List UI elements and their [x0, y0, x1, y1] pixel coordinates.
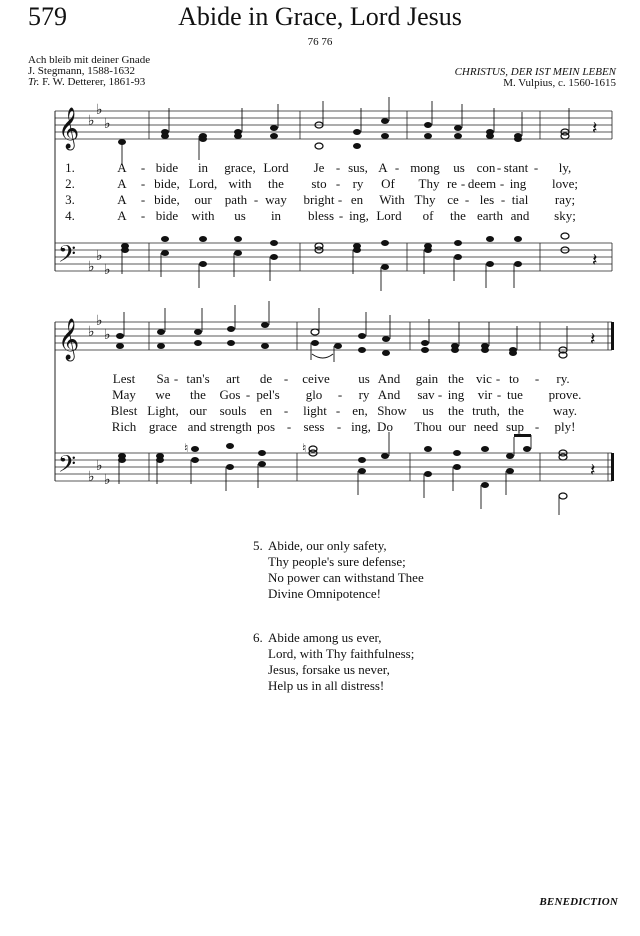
lyric-syllable: -	[437, 387, 443, 402]
lyric-syllable: ce	[447, 192, 459, 207]
lyric-syllable: and	[187, 419, 207, 434]
treble-clef-icon: 𝄞	[58, 108, 80, 149]
lyric-syllable: love;	[552, 176, 578, 191]
lyric-syllable: -	[500, 192, 506, 207]
svg-text:♭: ♭	[96, 102, 103, 118]
lyric-syllable: Thou	[414, 419, 442, 434]
author-credit: J. Stegmann, 1588-1632	[28, 65, 135, 77]
lyric-syllable: and	[510, 208, 530, 223]
lyric-syllable: Thy	[414, 192, 436, 207]
verse-line: Divine Omnipotence!	[268, 586, 381, 601]
lyric-syllable: Show	[377, 403, 407, 418]
key-signature-flats	[88, 102, 111, 488]
lyric-syllable: May	[112, 387, 136, 402]
lyric-syllable: strength	[210, 419, 252, 434]
lyric-syllable: -	[533, 160, 539, 175]
svg-text:♭: ♭	[96, 248, 103, 264]
notes-treble-1	[118, 118, 569, 149]
svg-text:♭: ♭	[88, 324, 95, 340]
lyric-syllable: the	[450, 208, 466, 223]
treble-clef-icon: 𝄞	[58, 319, 80, 360]
lyric-syllable: -	[496, 387, 502, 402]
svg-text:♮: ♮	[302, 441, 307, 455]
svg-text:♭: ♭	[88, 469, 95, 485]
svg-text:𝄽: 𝄽	[592, 250, 598, 271]
lyric-syllable: A	[117, 208, 127, 223]
lyric-syllable: -	[499, 176, 505, 191]
stems-treble-2	[124, 301, 567, 362]
verse-line: Help us in all distress!	[268, 678, 385, 693]
lyric-syllable: -	[338, 208, 344, 223]
lyric-syllable: to	[508, 371, 520, 386]
lyric-syllable: Rich	[111, 419, 137, 434]
staff-bass-2	[55, 453, 612, 481]
verse-6	[253, 630, 414, 694]
lyric-syllable: way	[265, 192, 287, 207]
lyric-syllable: 1.	[65, 160, 75, 175]
lyric-syllable: en	[350, 192, 364, 207]
notes-bass-1	[121, 233, 569, 270]
lyric-syllable: re	[446, 176, 458, 191]
lyric-syllable: with	[191, 208, 215, 223]
lyric-syllable: our	[448, 419, 466, 434]
lyric-syllable: -	[337, 387, 343, 402]
lyric-syllable: And	[377, 387, 401, 402]
lyric-syllable: of	[422, 208, 434, 223]
lyric-syllable: A	[378, 160, 388, 175]
lyric-syllable: Blest	[110, 403, 138, 418]
lyric-syllable: vic	[476, 371, 492, 386]
svg-text:♮: ♮	[184, 441, 189, 455]
stems-treble-1	[122, 97, 569, 165]
lyric-syllable: prove.	[548, 387, 582, 402]
svg-text:♭: ♭	[104, 472, 111, 488]
lyric-syllable: ly,	[558, 160, 572, 175]
staff-treble-1	[55, 111, 612, 139]
lyric-syllable: Lord	[376, 208, 402, 223]
lyric-syllable: -	[534, 371, 540, 386]
lyric-syllable: -	[173, 371, 179, 386]
lyric-syllable: sus,	[348, 160, 368, 175]
lyric-syllable: -	[140, 160, 146, 175]
lyric-syllable: Of	[381, 176, 395, 191]
lyric-syllable: tan's	[186, 371, 210, 386]
lyric-syllable: deem	[467, 176, 497, 191]
lyric-syllable: -	[286, 419, 292, 434]
lyric-syllable: ing,	[351, 419, 371, 434]
lyric-syllable: us	[422, 403, 434, 418]
lyric-syllable: -	[140, 176, 146, 191]
lyric-syllable: earth	[477, 208, 503, 223]
svg-text:𝄽: 𝄽	[592, 118, 598, 139]
lyric-syllable: Light,	[147, 403, 179, 418]
lyric-syllable: in	[197, 160, 209, 175]
lyric-syllable: our	[189, 403, 207, 418]
lyric-syllable: Gos	[219, 387, 241, 402]
lyric-syllable: 4.	[65, 208, 75, 223]
lyric-syllable: Lord	[263, 160, 289, 175]
quarter-rest-icon	[590, 118, 598, 481]
svg-text:♭: ♭	[104, 262, 111, 278]
lyric-syllable: With	[379, 192, 405, 207]
lyric-syllable: mong	[410, 160, 440, 175]
lyric-syllable: bide,	[154, 176, 180, 191]
lyric-syllable: 3.	[65, 192, 75, 207]
translator-name: F. W. Detterer, 1861-93	[42, 76, 146, 88]
lyric-syllable: -	[336, 419, 342, 434]
lyric-syllable: need	[473, 419, 499, 434]
lyric-syllable: ceive	[302, 371, 330, 386]
verse-line: Lord, with Thy faithfulness;	[268, 646, 415, 661]
lyric-syllable: grace	[148, 419, 178, 434]
lyric-syllable: Lord,	[188, 176, 218, 191]
lyric-syllable: sky;	[554, 208, 576, 223]
lyric-syllable: ply!	[554, 419, 576, 434]
hymn-meter: 76 76	[307, 36, 333, 48]
lyric-syllable: A	[117, 192, 127, 207]
lyric-syllable: our	[194, 192, 212, 207]
lyric-syllable: -	[245, 387, 251, 402]
lyric-syllable: -	[335, 403, 341, 418]
lyric-syllable: 2.	[65, 176, 75, 191]
lyric-syllable: A	[117, 176, 127, 191]
lyric-syllable: the	[448, 403, 464, 418]
lyric-syllable: -	[253, 192, 259, 207]
verse-line: Jesus, forsake us never,	[268, 662, 390, 677]
svg-text:♭: ♭	[96, 458, 103, 474]
lyric-syllable: pel's	[256, 387, 280, 402]
lyric-syllable: -	[337, 192, 343, 207]
lyric-syllable: -	[140, 192, 146, 207]
lyric-syllable: -	[283, 371, 289, 386]
svg-text:𝄽: 𝄽	[590, 460, 596, 481]
verse-line: Abide, our only safety,	[268, 538, 387, 553]
lyric-syllable: ray;	[554, 192, 576, 207]
lyric-syllable: -	[534, 419, 540, 434]
lyric-syllable: bright	[303, 192, 335, 207]
lyric-syllable: A	[117, 160, 127, 175]
hymn-title: Abide in Grace, Lord Jesus	[178, 2, 462, 31]
lyric-syllable: -	[283, 403, 289, 418]
lyric-syllable: les	[479, 192, 495, 207]
lyric-syllable: And	[377, 371, 401, 386]
verse-number: 6.	[253, 630, 263, 645]
lyric-syllable: -	[335, 160, 341, 175]
lyric-syllable: sup	[505, 419, 525, 434]
lyric-syllable: tial	[511, 192, 529, 207]
lyric-syllable: -	[496, 160, 502, 175]
lyric-syllable: ing	[447, 387, 465, 402]
lyric-syllable: souls	[219, 403, 247, 418]
lyric-syllable: -	[140, 208, 146, 223]
svg-text:𝄽: 𝄽	[590, 329, 596, 350]
composer-credit: M. Vulpius, c. 1560-1615	[503, 77, 616, 89]
lyric-syllable: us	[234, 208, 246, 223]
lyric-syllable: with	[228, 176, 252, 191]
lyric-syllable: -	[335, 176, 341, 191]
lyric-syllable: path	[224, 192, 248, 207]
lyric-syllable: the	[268, 176, 284, 191]
lyric-syllable: gain	[415, 371, 439, 386]
lyric-syllable: the	[190, 387, 206, 402]
tune-name: CHRISTUS, DER IST MEIN LEBEN	[454, 66, 616, 78]
lyric-syllable: way.	[552, 403, 578, 418]
verse-line: Thy people's sure defense;	[268, 554, 406, 569]
lyric-syllable: ry	[358, 387, 370, 402]
lyric-syllable: Lest	[112, 371, 136, 386]
verse-line: No power can withstand Thee	[268, 570, 424, 585]
lyric-syllable: pos	[256, 419, 276, 434]
lyric-syllable: bide	[155, 160, 179, 175]
lyric-syllable: us	[453, 160, 465, 175]
verse-number: 5.	[253, 538, 263, 553]
lyric-syllable: con	[476, 160, 496, 175]
lyric-syllable: Je	[313, 160, 325, 175]
lyric-syllable: glo	[305, 387, 323, 402]
lyric-syllable: sess	[303, 419, 325, 434]
lyric-syllable: truth,	[472, 403, 500, 418]
bass-clef-icon: 𝄢	[58, 450, 77, 483]
lyric-syllable: bide	[155, 208, 179, 223]
verse-5	[253, 538, 424, 602]
lyric-syllable: Do	[377, 419, 393, 434]
hymn-number: 579	[28, 2, 67, 31]
lyric-syllable: -	[464, 192, 470, 207]
lyric-syllable: art	[226, 371, 240, 386]
lyric-syllable: -	[460, 176, 466, 191]
lyric-syllable: en	[259, 403, 273, 418]
lyric-syllable: sav	[417, 387, 435, 402]
svg-text:♭: ♭	[104, 327, 111, 343]
lyric-syllable: tue	[507, 387, 523, 402]
lyric-syllable: ing	[509, 176, 527, 191]
svg-text:♭: ♭	[88, 259, 95, 275]
lyric-syllable: -	[394, 160, 400, 175]
lyric-syllable: ry	[352, 176, 364, 191]
lyric-syllable: sto	[311, 176, 327, 191]
verse-line: Abide among us ever,	[268, 630, 382, 645]
lyric-syllable: -	[495, 371, 501, 386]
lyric-syllable: en,	[352, 403, 368, 418]
staff-bass-1	[55, 243, 612, 271]
lyric-syllable: we	[155, 387, 171, 402]
lyric-syllable: ing,	[349, 208, 369, 223]
bass-clef-icon: 𝄢	[58, 240, 77, 273]
lyric-syllable: light	[303, 403, 327, 418]
lyric-syllable: de	[259, 371, 273, 386]
lyric-syllable: the	[508, 403, 524, 418]
lyric-syllable: ry.	[556, 371, 570, 386]
svg-text:♭: ♭	[104, 116, 111, 132]
svg-text:♭: ♭	[96, 313, 103, 329]
lyric-syllable: in	[270, 208, 282, 223]
notes-treble-2	[116, 322, 567, 358]
lyric-syllable: Sa	[156, 371, 170, 386]
original-title: Ach bleib mit deiner Gnade	[28, 54, 151, 66]
lyric-syllable: stant	[503, 160, 529, 175]
topic-category: BENEDICTION	[539, 896, 618, 908]
lyric-syllable: bide,	[154, 192, 180, 207]
lyric-syllable: the	[448, 371, 464, 386]
lyric-syllable: vir	[477, 387, 493, 402]
lyric-syllable: grace,	[224, 160, 256, 175]
lyric-syllable: us	[358, 371, 370, 386]
staff-treble-2	[55, 322, 612, 350]
lyric-syllable: Thy	[418, 176, 440, 191]
svg-text:♭: ♭	[88, 113, 95, 129]
translator-prefix: Tr.	[28, 76, 40, 88]
lyric-syllable: bless	[308, 208, 334, 223]
